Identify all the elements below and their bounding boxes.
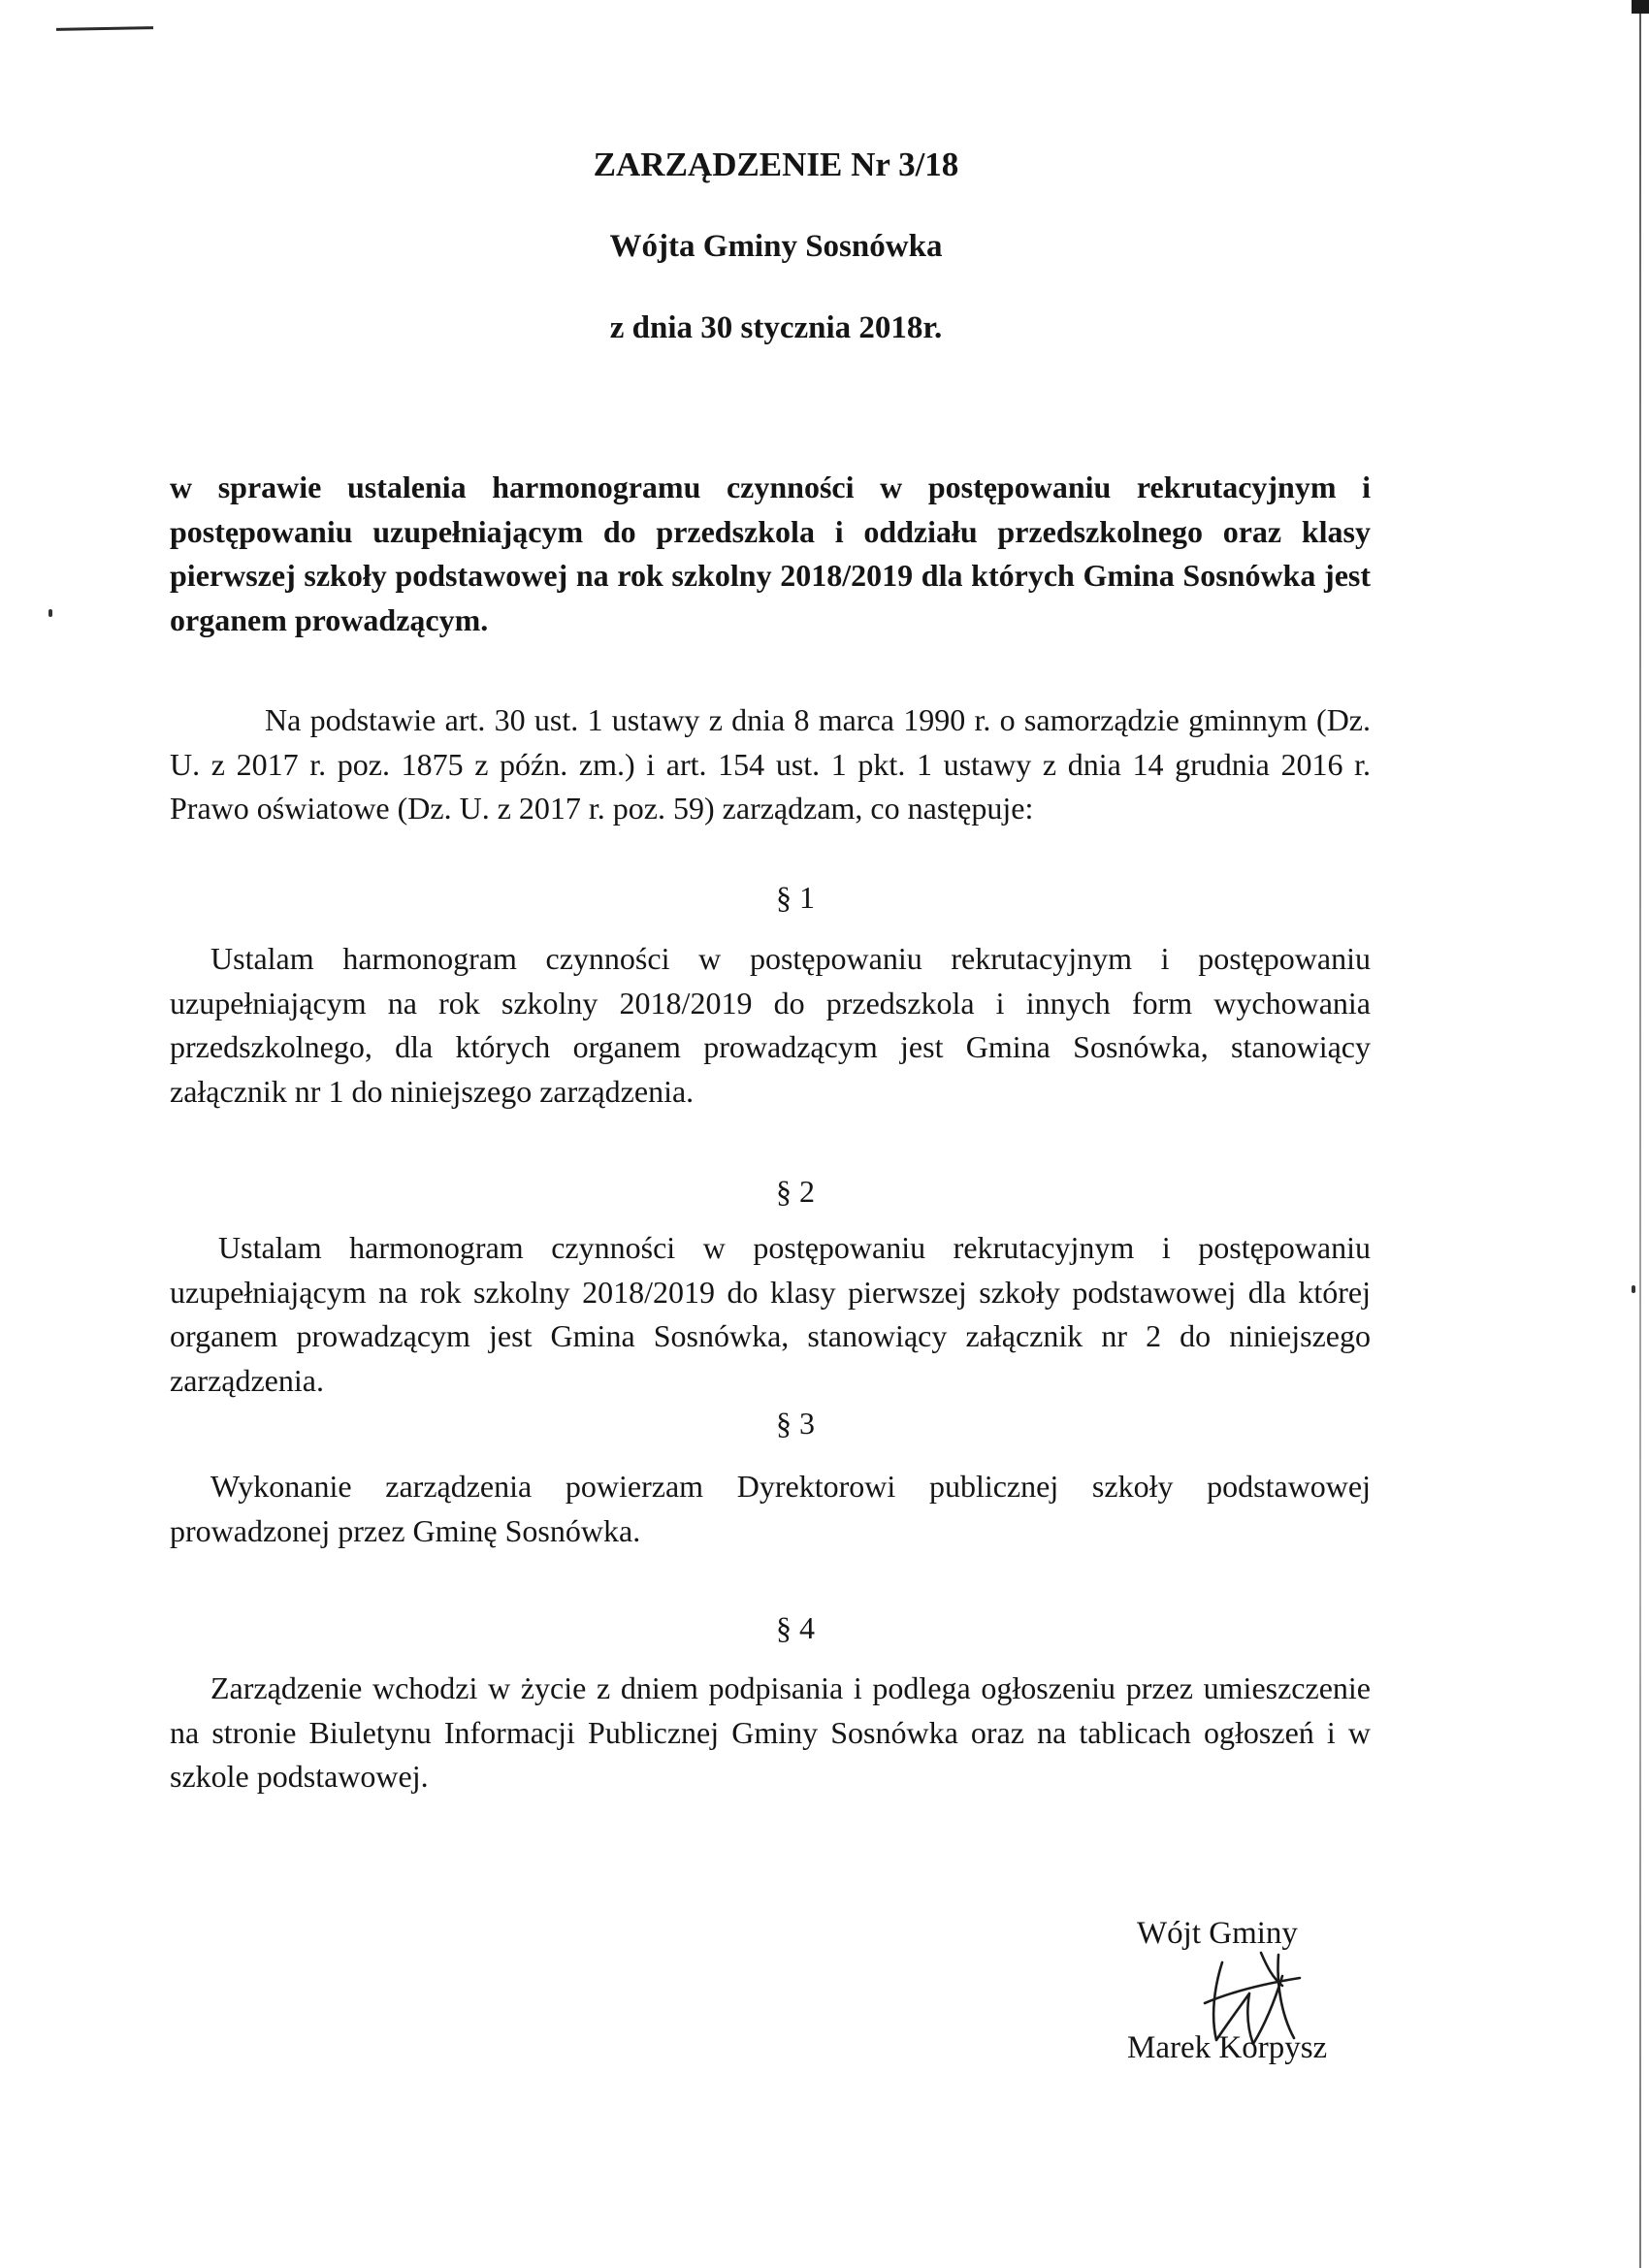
document-issuer: Wójta Gminy Sosnówka: [609, 229, 943, 264]
document-date: z dnia 30 stycznia 2018r.: [609, 310, 943, 345]
section-1-text: Ustalam harmonogram czynności w postępowaniu rekrutacyjnym i postępowaniu uzupełniającym na rok szkolny 2018/2019 do przedszkola i innych form wychowania przedszkolnego, dla których organem prowadzącym jest Gmina Sosnówka, stanowiący załącznik nr 1 do niniejszego zarządzenia.: [170, 941, 1371, 1109]
section-3-mark: § 3: [776, 1406, 815, 1441]
signatory-name: Marek Korpysz: [1127, 2030, 1328, 2065]
scan-edge-shadow: [1639, 0, 1641, 2268]
scan-artifact-line: [56, 26, 153, 31]
document-title: ZARZĄDZENIE Nr 3/18: [593, 146, 959, 183]
section-3-text: Wykonanie zarządzenia powierzam Dyrektorowi publicznej szkoły podstawowej prowadzonej przez Gminę Sosnówka.: [170, 1469, 1371, 1548]
section-4-mark: § 4: [776, 1610, 815, 1645]
scan-speck: [1632, 1285, 1635, 1293]
legal-basis-paragraph: Na podstawie art. 30 ust. 1 ustawy z dnia 8 marca 1990 r. o samorządzie gminnym (Dz. U. z 2017 r. poz. 1875 z późn. zm.) i art. 154 ust. 1 pkt. 1 ustawy z dnia 14 grudnia 2016 r. Prawo oświatowe (Dz. U. z 2017 r. poz. 59) zarządzam, co następuje:: [170, 702, 1371, 826]
signature-block: [1096, 1916, 1397, 2100]
section-1-mark: § 1: [776, 880, 815, 915]
section-4-text: Zarządzenie wchodzi w życie z dniem podpisania i podlega ogłoszeniu przez umieszczenie na stronie Biuletynu Informacji Publicznej Gminy Sosnówka oraz na tablicach ogłoszeń i w szkole podstawowej.: [170, 1670, 1371, 1794]
scan-corner-artifact: [1632, 0, 1649, 14]
section-2-text: Ustalam harmonogram czynności w postępowaniu rekrutacyjnym i postępowaniu uzupełniającym na rok szkolny 2018/2019 do klasy pierwszej szkoły podstawowej dla której organem prowadzącym jest Gmina Sosnówka, stanowiący załącznik nr 2 do niniejszego zarządzenia.: [170, 1230, 1371, 1398]
section-2-mark: § 2: [776, 1174, 815, 1209]
scan-speck: [48, 609, 52, 617]
signature-title: Wójt Gminy: [1137, 1916, 1298, 1951]
document-subject: w sprawie ustalenia harmonogramu czynności w postępowaniu rekrutacyjnym i postępowaniu uzupełniającym do przedszkola i oddziału przedszkolnego oraz klasy pierwszej szkoły podstawowej na rok szkolny 2018/2019 dla których Gmina Sosnówka jest organem prowadzącym.: [170, 470, 1371, 637]
